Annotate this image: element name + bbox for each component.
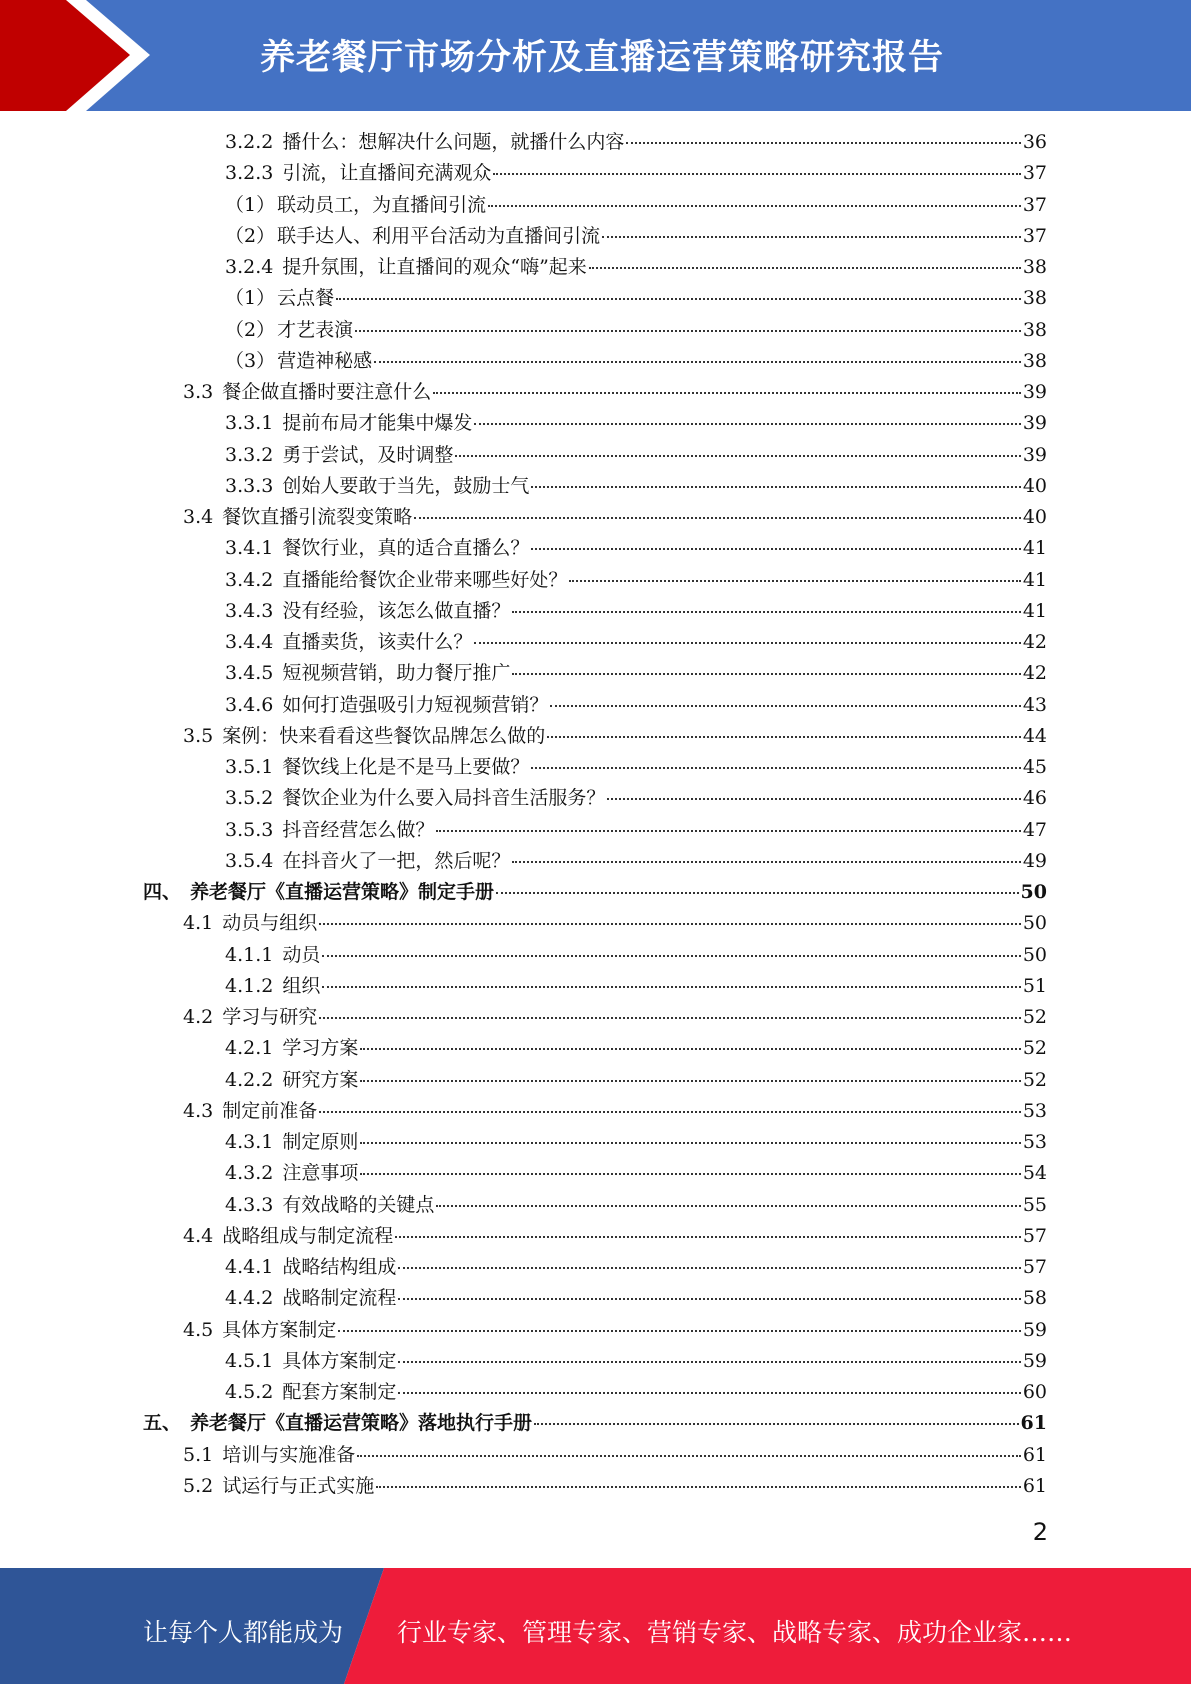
- toc-dot-leader: [547, 735, 1021, 738]
- toc-entry-title: 注意事项: [282, 1162, 359, 1185]
- toc-entry-title: 餐饮行业，真的适合直播么？: [282, 537, 530, 560]
- toc-dot-leader: [319, 1110, 1021, 1113]
- toc-entry[interactable]: [225, 971, 1047, 1002]
- toc-entry-title: 具体方案制定: [282, 1349, 397, 1372]
- toc-entry-number: 4.3: [183, 1099, 214, 1122]
- toc-entry-title: 战略结构组成: [282, 1256, 397, 1278]
- toc-dot-leader: [357, 1454, 1021, 1457]
- toc-entry[interactable]: [225, 815, 1047, 846]
- toc-dot-leader: [569, 579, 1020, 582]
- toc-entry-page: 49: [1022, 849, 1047, 872]
- toc-entry-number: 4.3.3: [225, 1193, 274, 1216]
- toc-entry-page: 37: [1022, 224, 1047, 247]
- chevron-logo-icon: [0, 0, 150, 111]
- toc-entry[interactable]: [183, 1221, 1047, 1252]
- toc-entry-title: 提前布局才能集中爆发: [282, 412, 473, 435]
- toc-entry[interactable]: [183, 377, 1047, 408]
- toc-dot-leader: [360, 1172, 1020, 1175]
- toc-entry[interactable]: [225, 127, 1047, 158]
- toc-entry-title: 才艺表演: [277, 318, 354, 341]
- toc-entry-title: 组织: [282, 974, 321, 997]
- toc-entry-page: 57: [1022, 1256, 1047, 1278]
- toc-entry-number: 3.4.4: [225, 631, 274, 653]
- toc-entry-page: 59: [1022, 1349, 1047, 1372]
- toc-entry-number: 4.3.2: [225, 1162, 274, 1185]
- toc-entry-number: （2）: [225, 318, 276, 341]
- toc-entry-number: 4.5.1: [225, 1349, 274, 1372]
- toc-entry-page: 36: [1022, 131, 1047, 153]
- toc-entry-number: 3.2.2: [225, 131, 274, 153]
- toc-entry-title: 在抖音火了一把，然后呢？: [282, 849, 511, 872]
- toc-entry-title: 如何打造强吸引力短视频营销？: [282, 693, 549, 716]
- toc-dot-leader: [455, 454, 1020, 457]
- toc-entry-title: 引流，让直播间充满观众: [282, 162, 492, 185]
- toc-entry[interactable]: [225, 533, 1047, 564]
- toc-entry-title: 研究方案: [282, 1068, 359, 1091]
- toc-entry-page: 60: [1022, 1381, 1047, 1403]
- toc-entry[interactable]: [183, 1096, 1047, 1127]
- toc-entry[interactable]: [183, 1315, 1047, 1346]
- toc-entry-title: 直播能给餐饮企业带来哪些好处？: [282, 568, 568, 591]
- toc-entry-page: 42: [1022, 662, 1047, 685]
- toc-entry-number: 4.2.2: [225, 1068, 274, 1091]
- toc-dot-leader: [531, 766, 1020, 769]
- toc-dot-leader: [398, 1297, 1020, 1300]
- toc-entry-number: （2）: [225, 224, 276, 247]
- toc-entry-page: 59: [1022, 1318, 1047, 1341]
- toc-entry[interactable]: [225, 1377, 1047, 1408]
- toc-entry-page: 51: [1022, 974, 1047, 997]
- toc-dot-leader: [398, 1360, 1020, 1363]
- toc-entry-title: 动员: [282, 943, 321, 966]
- toc-entry-page: 53: [1022, 1131, 1047, 1153]
- report-header: [0, 0, 1191, 111]
- toc-entry-page: 57: [1022, 1224, 1047, 1247]
- toc-entry-number: 4.4: [183, 1224, 214, 1247]
- toc-entry-number: 4.1.1: [225, 943, 274, 966]
- toc-entry-page: 41: [1022, 537, 1047, 560]
- toc-entry-title: 直播卖货，该卖什么？: [282, 631, 473, 653]
- toc-entry-page: 38: [1022, 318, 1047, 341]
- toc-entry[interactable]: [225, 658, 1047, 689]
- toc-entry-page: 38: [1022, 287, 1047, 310]
- toc-entry-number: 3.2.3: [225, 162, 274, 185]
- toc-entry-number: 3.3.3: [225, 474, 274, 497]
- toc-entry-title: 餐企做直播时要注意什么: [222, 381, 432, 403]
- toc-entry-title: 养老餐厅《直播运营策略》制定手册: [190, 881, 495, 903]
- toc-entry-number: 4.5: [183, 1318, 214, 1341]
- toc-entry[interactable]: [225, 1158, 1047, 1189]
- page-footer: [0, 1568, 1191, 1684]
- toc-entry[interactable]: [225, 471, 1047, 502]
- toc-entry-number: 五、: [143, 1412, 182, 1435]
- toc-entry[interactable]: [225, 846, 1047, 877]
- toc-entry[interactable]: [225, 408, 1047, 439]
- toc-entry[interactable]: [225, 1283, 1047, 1314]
- toc-entry-title: 动员与组织: [222, 912, 318, 935]
- toc-dot-leader: [512, 672, 1020, 675]
- toc-entry[interactable]: [183, 721, 1047, 752]
- toc-entry-title: 提升氛围，让直播间的观众“嗨”起来: [282, 256, 587, 278]
- toc-entry-title: 配套方案制定: [282, 1381, 397, 1403]
- toc-entry-title: 战略组成与制定流程: [222, 1224, 394, 1247]
- toc-dot-leader: [355, 329, 1021, 332]
- toc-entry[interactable]: [225, 1065, 1047, 1096]
- toc-entry-title: 播什么：想解决什么问题，就播什么内容: [282, 131, 625, 153]
- toc-entry-number: 3.5.3: [225, 818, 274, 841]
- toc-entry-page: 42: [1022, 631, 1047, 653]
- report-title: 养老餐厅市场分析及直播运营策略研究报告: [260, 38, 945, 78]
- toc-dot-leader: [319, 922, 1021, 925]
- toc-entry[interactable]: [225, 283, 1047, 314]
- toc-entry-title: 学习方案: [282, 1037, 359, 1060]
- toc-entry-title: 培训与实施准备: [222, 1443, 356, 1466]
- toc-entry-number: 4.2: [183, 1006, 214, 1028]
- toc-entry-title: 养老餐厅《直播运营策略》落地执行手册: [190, 1412, 533, 1435]
- toc-entry[interactable]: [225, 190, 1047, 221]
- toc-entry-page: 38: [1022, 256, 1047, 278]
- toc-entry-page: 55: [1022, 1193, 1047, 1216]
- toc-dot-leader: [496, 891, 1019, 894]
- toc-dot-leader: [336, 297, 1021, 300]
- toc-entry-page: 52: [1022, 1037, 1047, 1060]
- toc-entry-title: 制定原则: [282, 1131, 359, 1153]
- toc-entry-number: 4.1: [183, 912, 214, 935]
- toc-entry[interactable]: [225, 221, 1047, 252]
- toc-entry-page: 41: [1022, 568, 1047, 591]
- toc-entry-number: 5.1: [183, 1443, 214, 1466]
- toc-entry-page: 54: [1022, 1162, 1047, 1185]
- toc-entry-number: （3）: [225, 349, 276, 372]
- toc-entry-page: 38: [1022, 349, 1047, 372]
- toc-entry[interactable]: [225, 440, 1047, 471]
- toc-entry-title: 餐饮企业为什么要入局抖音生活服务？: [282, 787, 606, 810]
- toc-entry-page: 47: [1022, 818, 1047, 841]
- toc-entry[interactable]: [183, 1440, 1047, 1471]
- toc-entry-page: 50: [1022, 912, 1047, 935]
- toc-entry-title: 没有经验，该怎么做直播？: [282, 599, 511, 622]
- toc-entry[interactable]: [225, 783, 1047, 814]
- toc-dot-leader: [589, 266, 1021, 269]
- toc-dot-leader: [474, 641, 1020, 644]
- toc-dot-leader: [531, 485, 1020, 488]
- toc-entry-page: 46: [1022, 787, 1047, 810]
- toc-entry-number: 四、: [143, 881, 182, 903]
- toc-dot-leader: [374, 360, 1021, 363]
- toc-dot-leader: [322, 985, 1020, 988]
- toc-dot-leader: [414, 516, 1021, 519]
- toc-entry-page: 58: [1022, 1287, 1047, 1310]
- toc-entry-page: 45: [1022, 756, 1047, 778]
- toc-dot-leader: [531, 547, 1020, 550]
- toc-entry-number: （1）: [225, 193, 276, 216]
- toc-entry-page: 50: [1022, 943, 1047, 966]
- toc-dot-leader: [319, 1016, 1021, 1019]
- toc-entry-number: 3.5.1: [225, 756, 274, 778]
- toc-entry-page: 50: [1020, 881, 1047, 903]
- toc-entry-title: 有效战略的关键点: [282, 1193, 435, 1216]
- toc-entry-title: 短视频营销，助力餐厅推广: [282, 662, 511, 685]
- toc-dot-leader: [322, 954, 1020, 957]
- toc-entry-title: 战略制定流程: [282, 1287, 397, 1310]
- toc-entry-number: 4.4.1: [225, 1256, 274, 1278]
- toc-entry-number: 3.4.1: [225, 537, 274, 560]
- toc-entry-page: 43: [1022, 693, 1047, 716]
- toc-entry-number: （1）: [225, 287, 276, 310]
- toc-entry[interactable]: [183, 1002, 1047, 1033]
- toc-entry[interactable]: [143, 1408, 1047, 1439]
- toc-entry-number: 3.4: [183, 506, 214, 528]
- toc-entry-title: 抖音经营怎么做？: [282, 818, 435, 841]
- toc-entry-page: 61: [1020, 1412, 1047, 1435]
- toc-entry[interactable]: [225, 596, 1047, 627]
- toc-entry-number: 4.1.2: [225, 974, 274, 997]
- footer-slogan-left: 让每个人都能成为: [143, 1618, 344, 1647]
- toc-dot-leader: [398, 1391, 1020, 1394]
- toc-dot-leader: [512, 860, 1020, 863]
- toc-entry-page: 39: [1022, 443, 1047, 466]
- toc-entry[interactable]: [225, 315, 1047, 346]
- toc-dot-leader: [488, 204, 1021, 207]
- toc-entry-title: 具体方案制定: [222, 1318, 337, 1341]
- toc-entry-number: 3.4.5: [225, 662, 274, 685]
- toc-entry-title: 创始人要敢于当先，鼓励士气: [282, 474, 530, 497]
- toc-entry-title: 案例：快来看看这些餐饮品牌怎么做的: [222, 724, 546, 747]
- toc-entry[interactable]: [225, 940, 1047, 971]
- toc-entry-page: 41: [1022, 599, 1047, 622]
- toc-entry[interactable]: [225, 1252, 1047, 1283]
- toc-entry[interactable]: [225, 752, 1047, 783]
- toc-dot-leader: [602, 235, 1021, 238]
- toc-entry[interactable]: [225, 1346, 1047, 1377]
- footer-slogan-right: 行业专家、管理专家、营销专家、战略专家、成功企业家……: [397, 1618, 1073, 1647]
- toc-dot-leader: [474, 422, 1020, 425]
- toc-entry-title: 餐饮线上化是不是马上要做？: [282, 756, 530, 778]
- toc-entry-number: 3.3.1: [225, 412, 274, 435]
- toc-entry-title: 联手达人、利用平台活动为直播间引流: [277, 224, 601, 247]
- toc-entry-page: 52: [1022, 1068, 1047, 1091]
- toc-dot-leader: [607, 797, 1020, 800]
- toc-entry-number: 3.3: [183, 381, 214, 403]
- toc-entry-number: 3.4.6: [225, 693, 274, 716]
- toc-entry-title: 营造神秘感: [277, 349, 373, 372]
- toc-dot-leader: [436, 829, 1020, 832]
- toc-dot-leader: [376, 1485, 1021, 1488]
- toc-entry[interactable]: [225, 565, 1047, 596]
- toc-entry[interactable]: [183, 908, 1047, 939]
- toc-entry[interactable]: [225, 158, 1047, 189]
- toc-entry-number: 3.5.2: [225, 787, 274, 810]
- toc-entry[interactable]: [183, 1471, 1047, 1502]
- toc-entry-title: 联动员工，为直播间引流: [277, 193, 487, 216]
- toc-entry-number: 5.2: [183, 1474, 214, 1497]
- toc-entry-page: 44: [1022, 724, 1047, 747]
- toc-entry[interactable]: [225, 1127, 1047, 1158]
- toc-entry-number: 3.3.2: [225, 443, 274, 466]
- toc-entry-title: 餐饮直播引流裂变策略: [222, 506, 413, 528]
- toc-entry-page: 39: [1022, 381, 1047, 403]
- toc-entry[interactable]: [225, 690, 1047, 721]
- toc-entry-page: 40: [1022, 506, 1047, 528]
- toc-dot-leader: [360, 1079, 1020, 1082]
- toc-dot-leader: [436, 1204, 1020, 1207]
- toc-entry-number: 4.3.1: [225, 1131, 274, 1153]
- toc-entry-page: 61: [1022, 1443, 1047, 1466]
- toc-entry[interactable]: [225, 627, 1047, 658]
- toc-dot-leader: [433, 391, 1021, 394]
- toc-dot-leader: [534, 1422, 1019, 1425]
- toc-entry-page: 37: [1022, 193, 1047, 216]
- toc-entry-number: 3.4.2: [225, 568, 274, 591]
- toc-entry-number: 3.5.4: [225, 849, 274, 872]
- toc-dot-leader: [360, 1047, 1020, 1050]
- toc-entry-title: 勇于尝试，及时调整: [282, 443, 454, 466]
- toc-entry-title: 制定前准备: [222, 1099, 318, 1122]
- page-number: 2: [1032, 1518, 1048, 1546]
- toc-entry-title: 云点餐: [277, 287, 335, 310]
- toc-entry-number: 4.5.2: [225, 1381, 274, 1403]
- toc-dot-leader: [493, 172, 1020, 175]
- toc-entry-page: 40: [1022, 474, 1047, 497]
- toc-entry-number: 3.5: [183, 724, 214, 747]
- toc-dot-leader: [550, 704, 1020, 707]
- toc-entry-page: 53: [1022, 1099, 1047, 1122]
- toc-entry-title: 学习与研究: [222, 1006, 318, 1028]
- toc-entry[interactable]: [225, 346, 1047, 377]
- toc-entry[interactable]: [143, 877, 1047, 908]
- toc-entry[interactable]: [225, 1190, 1047, 1221]
- toc-entry[interactable]: [225, 252, 1047, 283]
- toc-entry-number: 4.4.2: [225, 1287, 274, 1310]
- toc-entry-page: 52: [1022, 1006, 1047, 1028]
- toc-entry[interactable]: [183, 502, 1047, 533]
- toc-dot-leader: [360, 1141, 1020, 1144]
- toc-entry-page: 37: [1022, 162, 1047, 185]
- toc-dot-leader: [626, 141, 1020, 144]
- toc-dot-leader: [398, 1266, 1020, 1269]
- toc-dot-leader: [338, 1329, 1021, 1332]
- toc-entry[interactable]: [225, 1033, 1047, 1064]
- toc-entry-number: 4.2.1: [225, 1037, 274, 1060]
- toc-entry-page: 39: [1022, 412, 1047, 435]
- toc-entry-page: 61: [1022, 1474, 1047, 1497]
- toc-entry-number: 3.2.4: [225, 256, 274, 278]
- toc-entry-number: 3.4.3: [225, 599, 274, 622]
- toc-dot-leader: [395, 1235, 1021, 1238]
- toc-dot-leader: [512, 610, 1020, 613]
- toc-entry-title: 试运行与正式实施: [222, 1474, 375, 1497]
